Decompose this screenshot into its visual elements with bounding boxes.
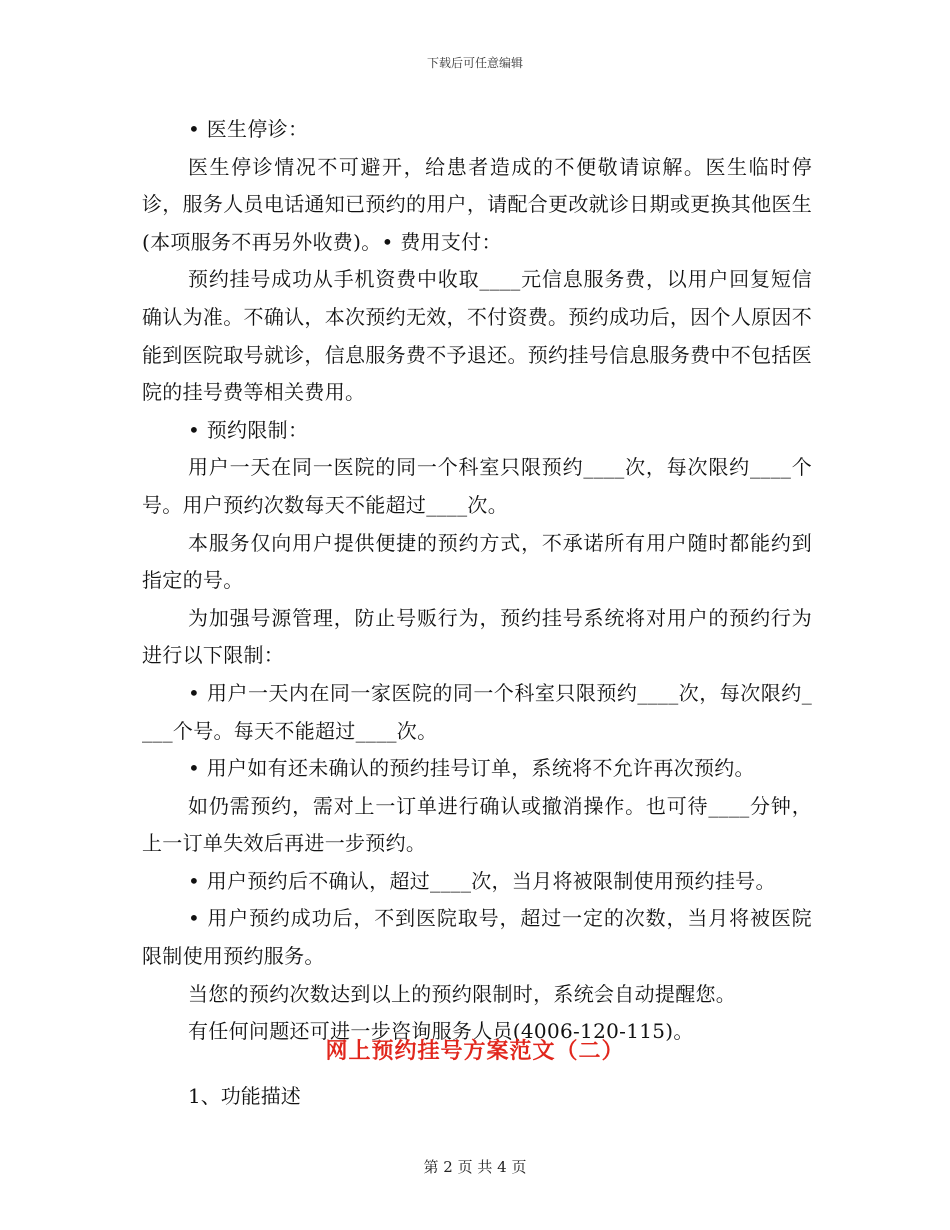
paragraph: 有任何问题还可进一步咨询服务人员(4006-120-115)。 — [188, 1019, 694, 1044]
paragraph: 为加强号源管理，防止号贩行为，预约挂号系统将对用户的预约行为进行以下限制： — [142, 605, 812, 668]
paragraph: 本服务仅向用户提供便捷的预约方式，不承诺所有用户随时都能约到指定的号。 — [142, 530, 812, 593]
paragraph: • 用户预约后不确认，超过____次，当月将被限制使用预约挂号。 — [188, 868, 776, 893]
document-body — [142, 111, 812, 1051]
paragraph: 医生停诊情况不可避开，给患者造成的不便敬请谅解。医生临时停诊，服务人员电话通知已预约的用户，请配合更改就诊日期或更换其他医生(本项服务不再另外收费)。• 费用支付： — [142, 154, 812, 254]
paragraph: 当您的预约次数达到以上的预约限制时，系统会自动提醒您。 — [188, 981, 737, 1006]
paragraph: • 用户预约成功后，不到医院取号，超过一定的次数，当月将被医院限制使用预约服务。 — [142, 906, 812, 969]
paragraph: • 预约限制： — [188, 417, 309, 442]
paragraph: 预约挂号成功从手机资费中收取____元信息服务费，以用户回复短信确认为准。不确认，本次预约无效，不付资费。预约成功后，因个人原因不能到医院取号就诊，信息服务费不予退还。预约挂号信息服务费中不包括医院的挂号费等相关费用。 — [142, 267, 812, 405]
section-title: 网上预约挂号方案范文（二） — [325, 1038, 625, 1064]
paragraph: 用户一天在同一医院的同一个科室只限预约____次，每次限约____个号。用户预约次数每天不能超过____次。 — [142, 455, 812, 517]
paragraph: 如仍需预约，需对上一订单进行确认或撤消操作。也可待____分钟，上一订单失效后再进一步预约。 — [142, 793, 812, 856]
paragraph: • 用户如有还未确认的预约挂号订单，系统将不允许再次预约。 — [188, 756, 755, 781]
page-footer: 第 2 页 共 4 页 — [423, 1158, 527, 1176]
paragraph: • 用户一天内在同一家医院的同一个科室只限预约____次，每次限约____个号。每天不能超过____次。 — [142, 680, 812, 743]
page-header: 下载后可任意编辑 — [426, 56, 523, 70]
paragraph: • 医生停诊： — [188, 117, 309, 141]
subsection-heading: 1、功能描述 — [188, 1084, 301, 1108]
